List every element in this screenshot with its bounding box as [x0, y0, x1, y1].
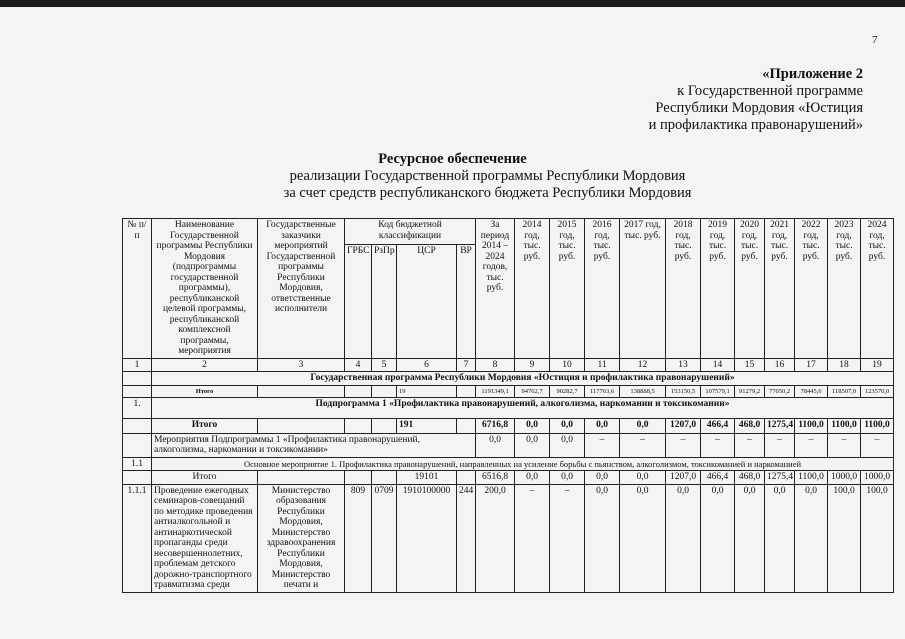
cell-value: 466,4	[701, 471, 735, 485]
table-row	[123, 433, 894, 457]
cell-csr: 191	[397, 418, 457, 433]
cell-value: 100,0	[828, 484, 861, 592]
column-number: 5	[372, 358, 397, 372]
page-number: 7	[872, 34, 878, 46]
cell-value: 91279,2	[735, 385, 765, 397]
column-number: 6	[397, 358, 457, 372]
column-number: 12	[620, 358, 666, 372]
cell-vr: 244	[457, 484, 476, 592]
cell-value: 90282,7	[550, 385, 585, 397]
column-number: 13	[666, 358, 701, 372]
column-number: 4	[345, 358, 372, 372]
document-subtitle-2: за счет средств республиканского бюджета Республики Мордовия	[283, 185, 692, 201]
cell-value: 123570,0	[861, 385, 894, 397]
table-header-row	[123, 219, 894, 245]
cell-value: 153150,5	[666, 385, 701, 397]
section-row-subprogram-1	[123, 397, 894, 418]
section-row-main-measure-1	[123, 457, 894, 471]
cell-value: 1207,0	[666, 471, 701, 485]
section-main-measure-title: Основное мероприятие 1. Профилактика правонарушений, направленных на усиление борьбы с пьянством, алкоголизмом, токсикоманией и наркоманией	[152, 457, 894, 471]
column-number: 1	[123, 358, 152, 372]
header-2020: 2020 год, тыс. руб.	[735, 219, 765, 359]
document-subtitle-1: реализации Государственной программы Республики Мордовия	[289, 168, 686, 184]
column-number-row	[123, 358, 894, 372]
header-2014: 2014 год, тыс. руб.	[515, 219, 550, 359]
cell-value: 1191349,1	[476, 385, 515, 397]
table-row	[123, 418, 894, 433]
resource-table	[122, 218, 894, 593]
cell-value: –	[550, 484, 585, 592]
header-2019: 2019 год, тыс. руб.	[701, 219, 735, 359]
cell-value: 200,0	[476, 484, 515, 592]
cell-value: –	[585, 433, 620, 457]
cell-value: –	[861, 433, 894, 457]
cell-value: 0,0	[701, 484, 735, 592]
header-name: Наименование Государственной программы Республики Мордовия (подпрограммы государственной программы), республиканской целевой программы, республиканской комплексной программы, мероприятия	[152, 219, 258, 359]
header-2015: 2015 год, тыс. руб.	[550, 219, 585, 359]
cell-value: 100,0	[861, 484, 894, 592]
cell-value: 94762,7	[515, 385, 550, 397]
table-row	[123, 471, 894, 485]
column-number: 7	[457, 358, 476, 372]
column-number: 10	[550, 358, 585, 372]
cell-value: 6516,8	[476, 471, 515, 485]
column-number: 3	[258, 358, 345, 372]
cell-value: –	[828, 433, 861, 457]
cell-value: –	[620, 433, 666, 457]
cell-value: 0,0	[515, 433, 550, 457]
cell-value: 0,0	[585, 471, 620, 485]
header-grbs: ГРБС	[345, 245, 372, 358]
header-customers: Государственные заказчики мероприятий Государственной программы Республики Мордовия, ответственные исполнители	[258, 219, 345, 359]
column-number: 19	[861, 358, 894, 372]
cell-value: 107579,1	[701, 385, 735, 397]
header-2021: 2021 год, тыс. руб.	[765, 219, 795, 359]
cell-value: 1275,4	[765, 418, 795, 433]
header-num: № п/п	[123, 219, 152, 359]
cell-value: 0,0	[765, 484, 795, 592]
header-2016: 2016 год, тыс. руб.	[585, 219, 620, 359]
cell-value: –	[666, 433, 701, 457]
cell-value: 0,0	[795, 484, 828, 592]
cell-value: 0,0	[515, 471, 550, 485]
row-label: Итого	[152, 385, 258, 397]
column-number: 2	[152, 358, 258, 372]
header-rzpr: РзПр	[372, 245, 397, 358]
header-budget-code: Код бюджетной классификации	[345, 219, 476, 245]
cell-value: 0,0	[585, 484, 620, 592]
section-program-title: Государственная программа Республики Мордовия «Юстиция и профилактика правонарушений»	[152, 372, 894, 386]
cell-value: 118507,0	[828, 385, 861, 397]
cell-value: 0,0	[620, 484, 666, 592]
column-number: 9	[515, 358, 550, 372]
row-customer: Министерство образования Республики Мордовия, Министерство здравоохранения Республики Мордовия, Министерство печати и	[258, 484, 345, 592]
cell-csr: 19101	[397, 471, 457, 485]
row-number: 1.	[123, 397, 152, 418]
row-label: Мероприятия Подпрограммы 1 «Профилактика правонарушений, алкоголизма, наркомании и токсикомании»	[152, 433, 476, 457]
cell-value: 468,0	[735, 471, 765, 485]
section-subprogram-title: Подпрограмма 1 «Профилактика правонарушений, алкоголизма, наркомании и токсикомании»	[152, 397, 894, 418]
page-top-edge	[0, 0, 905, 7]
cell-value: 1100,0	[795, 418, 828, 433]
section-row-program	[123, 372, 894, 386]
cell-value: 0,0	[550, 418, 585, 433]
cell-value: 1000,0	[861, 471, 894, 485]
cell-value: 78445,6	[795, 385, 828, 397]
cell-value: 0,0	[515, 418, 550, 433]
cell-value: 6716,8	[476, 418, 515, 433]
appendix-line-4: и профилактика правонарушений»	[648, 117, 863, 133]
cell-value: –	[735, 433, 765, 457]
column-number: 14	[701, 358, 735, 372]
cell-value: 1000,0	[828, 471, 861, 485]
cell-value: 0,0	[735, 484, 765, 592]
cell-value: 1100,0	[795, 471, 828, 485]
header-csr: ЦСР	[397, 245, 457, 358]
cell-csr: 1910100000	[397, 484, 457, 592]
cell-value: 138888,5	[620, 385, 666, 397]
header-2024: 2024 год, тыс. руб.	[861, 219, 894, 359]
cell-value: 0,0	[550, 471, 585, 485]
cell-value: 1275,4	[765, 471, 795, 485]
column-number: 11	[585, 358, 620, 372]
cell-value: 77050,2	[765, 385, 795, 397]
cell-value: –	[795, 433, 828, 457]
row-number: 1.1.1	[123, 484, 152, 592]
cell-value: 0,0	[620, 418, 666, 433]
cell-value: 0,0	[666, 484, 701, 592]
cell-value: –	[765, 433, 795, 457]
document-title: Ресурсное обеспечение	[378, 151, 527, 167]
cell-value: 0,0	[585, 418, 620, 433]
cell-value: 1207,0	[666, 418, 701, 433]
cell-value: 0,0	[550, 433, 585, 457]
cell-value: –	[701, 433, 735, 457]
cell-value: 466,4	[701, 418, 735, 433]
column-number: 15	[735, 358, 765, 372]
column-number: 16	[765, 358, 795, 372]
header-2017: 2017 год, тыс. руб.	[620, 219, 666, 359]
cell-value: 117763,6	[585, 385, 620, 397]
cell-value: 0,0	[476, 433, 515, 457]
column-number: 17	[795, 358, 828, 372]
appendix-line-1: «Приложение 2	[762, 66, 863, 82]
header-vr: ВР	[457, 245, 476, 358]
row-name: Проведение ежегодных семинаров-совещаний по методике проведения антиалкогольной и антинаркотической пропаганды среди несовершеннолетних, проблемам детского дорожно-транспортного травматизма среди	[152, 484, 258, 592]
cell-value: –	[515, 484, 550, 592]
cell-grbs: 809	[345, 484, 372, 592]
header-2022: 2022 год, тыс. руб.	[795, 219, 828, 359]
column-number: 8	[476, 358, 515, 372]
cell-csr: 19	[397, 385, 457, 397]
cell-value: 0,0	[620, 471, 666, 485]
header-period: За период 2014 – 2024 годов, тыс. руб.	[476, 219, 515, 359]
appendix-line-3: Республики Мордовия «Юстиция	[655, 100, 863, 116]
row-label: Итого	[152, 418, 258, 433]
appendix-heading	[583, 66, 863, 134]
table-row	[123, 385, 894, 397]
row-label: Итого	[152, 471, 258, 485]
cell-value: 1100,0	[861, 418, 894, 433]
column-number: 18	[828, 358, 861, 372]
cell-value: 468,0	[735, 418, 765, 433]
row-number: 1.1	[123, 457, 152, 471]
header-2023: 2023 год, тыс. руб.	[828, 219, 861, 359]
appendix-line-2: к Государственной программе	[677, 83, 863, 99]
cell-value: 1100,0	[828, 418, 861, 433]
table-row	[123, 484, 894, 592]
header-2018: 2018 год, тыс. руб.	[666, 219, 701, 359]
cell-rzpr: 0709	[372, 484, 397, 592]
